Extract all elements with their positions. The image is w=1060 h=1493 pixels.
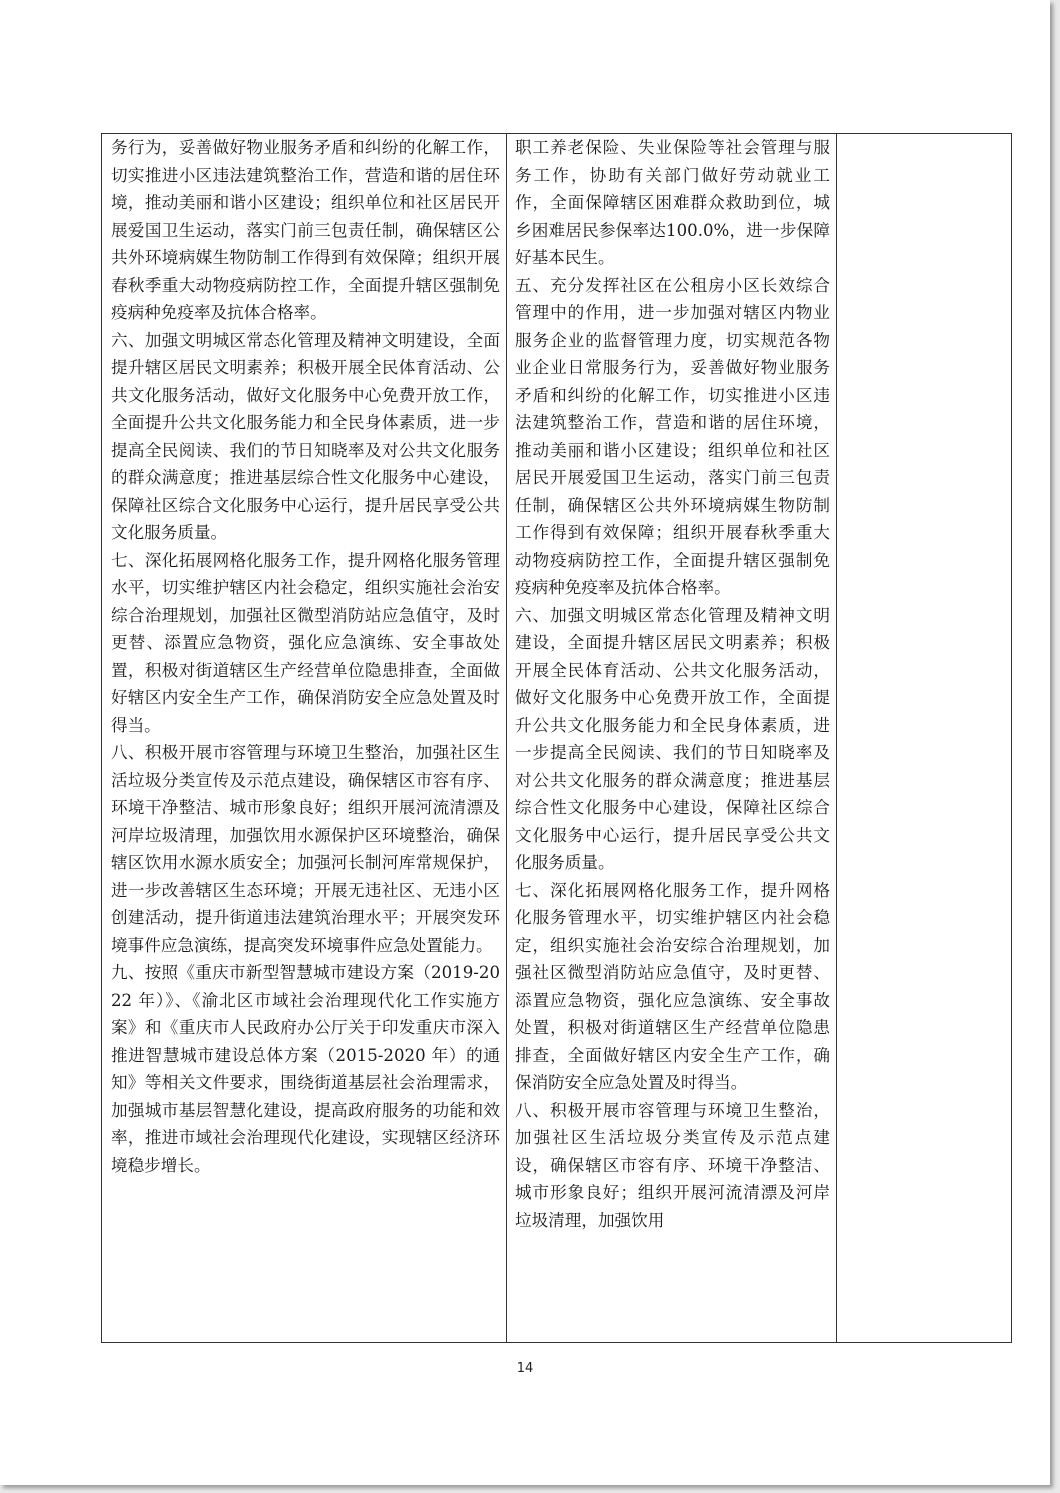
paragraph: 职工养老保险、失业保险等社会管理与服务工作，协助有关部门做好劳动就业工作，全面保障辖区困难群众救助到位，城乡困难居民参保率达100.0%，进一步保障好基本民生。 <box>515 138 830 267</box>
paragraph: 五、充分发挥社区在公租房小区长效综合管理中的作用，进一步加强对辖区内物业服务企业的监督管理力度，切实规范各物业企业日常服务行为，妥善做好物业服务矛盾和纠纷的化解工作，切实推进小区违法建筑整治工作，营造和谐的居住环境，推动美丽和谐小区建设；组织单位和社区居民开展爱国卫生运动，落实门前三包责任制，确保辖区公共外环境病媒生物防制工作得到有效保障；组织开展春秋季重大动物疫病防控工作，全面提升辖区强制免疫病种免疫率及抗体合格率。 <box>515 275 830 597</box>
paragraph: 九、按照《重庆市新型智慧城市建设方案（2019-2022 年）》、《渝北区市域社会治理现代化工作实施方案》和《重庆市人民政府办公厅关于印发重庆市深入推进智慧城市建设总体方案（2015-2020 年）的通知》等相关文件要求，围绕街道基层社会治理需求，加强城市基层智慧化建设，提高政府服务的功能和效率，推进市域社会治理现代化建设，实现辖区经济环境稳步增长。 <box>111 963 500 1175</box>
cell-text-right <box>837 134 1011 1342</box>
paragraph: 七、深化拓展网格化服务工作，提升网格化服务管理水平，切实维护辖区内社会稳定，组织实施社会治安综合治理规划，加强社区微型消防站应急值守，及时更替、添置应急物资，强化应急演练、安全事故处置，积极对街道辖区生产经营单位隐患排查，全面做好辖区内安全生产工作，确保消防安全应急处置及时得当。 <box>515 880 830 1092</box>
paragraph: 八、积极开展市容管理与环境卫生整治，加强社区生活垃圾分类宣传及示范点建设，确保辖区市容有序、环境干净整洁、城市形象良好；组织开展河流清漂及河岸垃圾清理，加强饮用水源保护区环境整治，确保辖区饮用水源水质安全；加强河长制河库常规保护，进一步改善辖区生态环境；开展无违社区、无违小区创建活动，提升街道违法建筑治理水平；开展突发环境事件应急演练，提高突发环境事件应急处置能力。 <box>111 743 500 955</box>
table-row <box>102 134 1012 1343</box>
paragraph: 八、积极开展市容管理与环境卫生整治，加强社区生活垃圾分类宣传及示范点建设，确保辖区市容有序、环境干净整洁、城市形象良好；组织开展河流清漂及河岸垃圾清理，加强饮用 <box>515 1100 830 1230</box>
cell-text-left <box>102 134 506 1342</box>
page-number: 14 <box>516 1361 534 1376</box>
paragraph: 七、深化拓展网格化服务工作，提升网格化服务管理水平，切实维护辖区内社会稳定，组织实施社会治安综合治理规划，加强社区微型消防站应急值守，及时更替、添置应急物资，强化应急演练、安全事故处置，积极对街道辖区生产经营单位隐患排查，全面做好辖区内安全生产工作，确保消防安全应急处置及时得当。 <box>111 550 500 735</box>
content-table <box>101 133 1012 1343</box>
paragraph: 六、加强文明城区常态化管理及精神文明建设，全面提升辖区居民文明素养；积极开展全民体育活动、公共文化服务活动，做好文化服务中心免费开放工作，全面提升公共文化服务能力和全民身体素质，进一步提高全民阅读、我们的节日知晓率及对公共文化服务的群众满意度；推进基层综合性文化服务中心建设，保障社区综合文化服务中心运行，提升居民享受公共文化服务质量。 <box>515 605 830 872</box>
table-cell-middle <box>507 134 837 1343</box>
table-cell-right <box>837 134 1012 1343</box>
paragraph: 务行为，妥善做好物业服务矛盾和纠纷的化解工作，切实推进小区违法建筑整治工作，营造和谐的居住环境，推动美丽和谐小区建设；组织单位和社区居民开展爱国卫生运动，落实门前三包责任制，确保辖区公共外环境病媒生物防制工作得到有效保障；组织开展春秋季重大动物疫病防控工作，全面提升辖区强制免疫病种免疫率及抗体合格率。 <box>111 138 500 322</box>
table-cell-left <box>102 134 507 1343</box>
paragraph: 六、加强文明城区常态化管理及精神文明建设，全面提升辖区居民文明素养；积极开展全民体育活动、公共文化服务活动，做好文化服务中心免费开放工作，全面提升公共文化服务能力和全民身体素质，进一步提高全民阅读、我们的节日知晓率及对公共文化服务的群众满意度；推进基层综合性文化服务中心建设，保障社区综合文化服务中心运行，提升居民享受公共文化服务质量。 <box>111 330 500 542</box>
cell-text-middle <box>507 134 836 1342</box>
